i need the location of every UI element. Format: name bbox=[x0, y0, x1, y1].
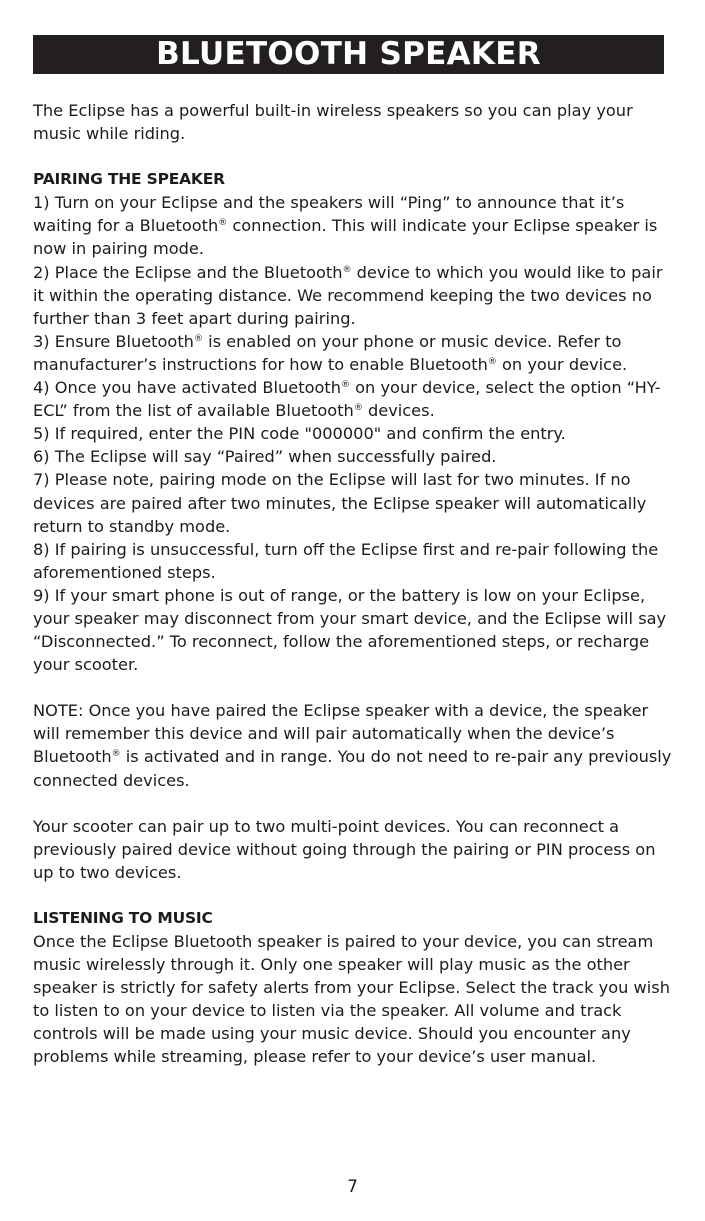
spacer bbox=[33, 145, 673, 168]
page-number: 7 bbox=[347, 1177, 358, 1197]
note-paragraph: NOTE: Once you have paired the Eclipse speaker with a device, the speaker will remember this device and will pair automatically when the device’s Bluetooth® is activated and in range. You do not need to re-pair any previously connected devices. bbox=[33, 701, 672, 790]
spacer bbox=[33, 884, 673, 907]
pairing-step-9: 9) If your smart phone is out of range, or the battery is low on your Eclipse, your speaker may disconnect from your smart device, and the Eclipse will say “Disconnected.” To reconnect, follow the aforementioned steps, or recharge your scooter. bbox=[33, 585, 667, 675]
pairing-heading: PAIRING THE SPEAKER bbox=[33, 170, 225, 189]
pairing-step-6: 6) The Eclipse will say “Paired” when successfully paired. bbox=[33, 447, 497, 467]
registered-mark: ® bbox=[353, 403, 363, 414]
pairing-step-1: 1) Turn on your Eclipse and the speakers will “Ping” to announce that it’s waiting for a Bluetooth® connection. This will indicate your Eclipse speaker is now in pairing mode. bbox=[33, 193, 658, 259]
pairing-step-7: 7) Please note, pairing mode on the Eclipse will last for two minutes. If no devices are paired after two minutes, the Eclipse speaker will automatically return to standby mode. bbox=[33, 470, 647, 536]
pairing-step-2: 2) Place the Eclipse and the Bluetooth® device to which you would like to pair it within the operating distance. We recommend keeping the two devices no further than 3 feet apart during pairing. bbox=[33, 262, 663, 328]
listening-heading: LISTENING TO MUSIC bbox=[33, 908, 213, 927]
registered-mark: ® bbox=[342, 264, 352, 275]
listening-paragraph: Once the Eclipse Bluetooth speaker is paired to your device, you can stream music wirelessly through it. Only one speaker will play music as the other speaker is strictly for safety alerts from your Eclipse. Select the track you wish to listen to on your device to listen via the speaker. All volume and track controls will be made using your music device. Should you encounter any problems while streaming, please refer to your device’s user manual. bbox=[33, 932, 670, 1067]
spacer bbox=[33, 792, 673, 815]
registered-mark: ® bbox=[111, 749, 121, 760]
pairing-step-8: 8) If pairing is unsuccessful, turn off the Eclipse first and re-pair following the aforementioned steps. bbox=[33, 539, 659, 582]
page-title: BLUETOOTH SPEAKER bbox=[156, 36, 541, 72]
pairing-step-3: 3) Ensure Bluetooth® is enabled on your phone or music device. Refer to manufacturer’s instructions for how to enable Bluetooth® on your device. bbox=[33, 331, 628, 374]
registered-mark: ® bbox=[193, 333, 203, 344]
registered-mark: ® bbox=[487, 356, 497, 367]
registered-mark: ® bbox=[341, 380, 350, 391]
pairing-step-5: 5) If required, enter the PIN code "000000" and confirm the entry. bbox=[33, 424, 566, 444]
registered-mark: ® bbox=[218, 218, 228, 229]
manual-content bbox=[33, 99, 673, 1069]
spacer bbox=[33, 676, 673, 699]
title-banner bbox=[33, 35, 664, 74]
intro-paragraph: The Eclipse has a powerful built-in wireless speakers so you can play your music while riding. bbox=[33, 101, 633, 144]
pairing-step-4: 4) Once you have activated Bluetooth® on your device, select the option “HY-ECL” from the list of available Bluetooth® devices. bbox=[33, 378, 661, 421]
multipoint-paragraph: Your scooter can pair up to two multi-point devices. You can reconnect a previously paired device without going through the pairing or PIN process on up to two devices. bbox=[33, 816, 656, 882]
